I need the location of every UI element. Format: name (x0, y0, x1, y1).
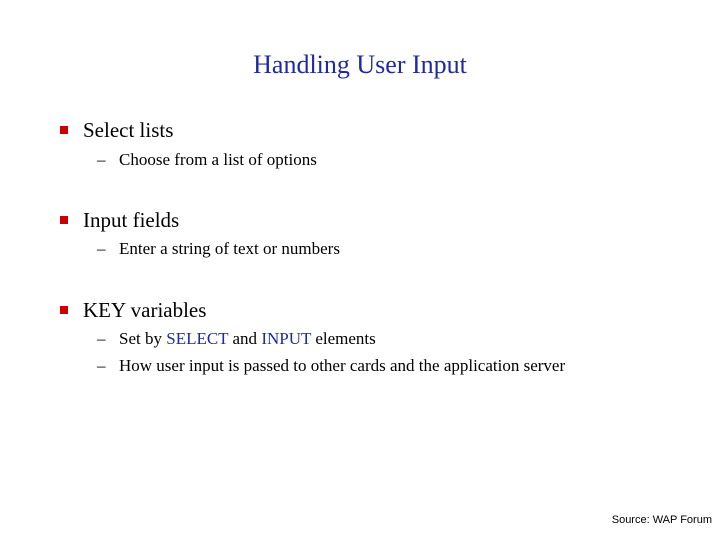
subitem-middle: and (228, 329, 262, 348)
dash-icon: – (97, 239, 106, 258)
source-credit: Source: WAP Forum (611, 514, 712, 526)
subitem-text: Choose from a list of options (119, 150, 317, 169)
subitem-prefix: Set by (119, 329, 167, 348)
subitem-choose-from-list (97, 149, 317, 171)
dash-icon: – (97, 329, 106, 348)
subitem-set-by-elements (97, 328, 376, 350)
square-bullet-icon (60, 216, 68, 224)
subitem-enter-string (97, 238, 340, 260)
keyword-input: INPUT (261, 329, 312, 348)
bullet-key-variables (60, 297, 206, 323)
square-bullet-icon (60, 126, 68, 134)
bullet-input-fields (60, 207, 179, 233)
square-bullet-icon (60, 306, 68, 314)
subitem-text: How user input is passed to other cards and the application server (119, 356, 566, 375)
dash-icon: – (97, 356, 106, 375)
keyword-select: SELECT (166, 329, 229, 348)
bullet-text: Input fields (83, 208, 180, 232)
subitem-text: Enter a string of text or numbers (119, 239, 340, 258)
subitem-suffix: elements (311, 329, 376, 348)
bullet-select-lists (60, 117, 173, 143)
bullet-text: KEY variables (83, 298, 207, 322)
dash-icon: – (97, 150, 106, 169)
subitem-text (119, 328, 376, 350)
slide-title: Handling User Input (253, 50, 467, 79)
subitem-how-input-passed (97, 355, 565, 377)
bullet-text: Select lists (83, 118, 174, 142)
